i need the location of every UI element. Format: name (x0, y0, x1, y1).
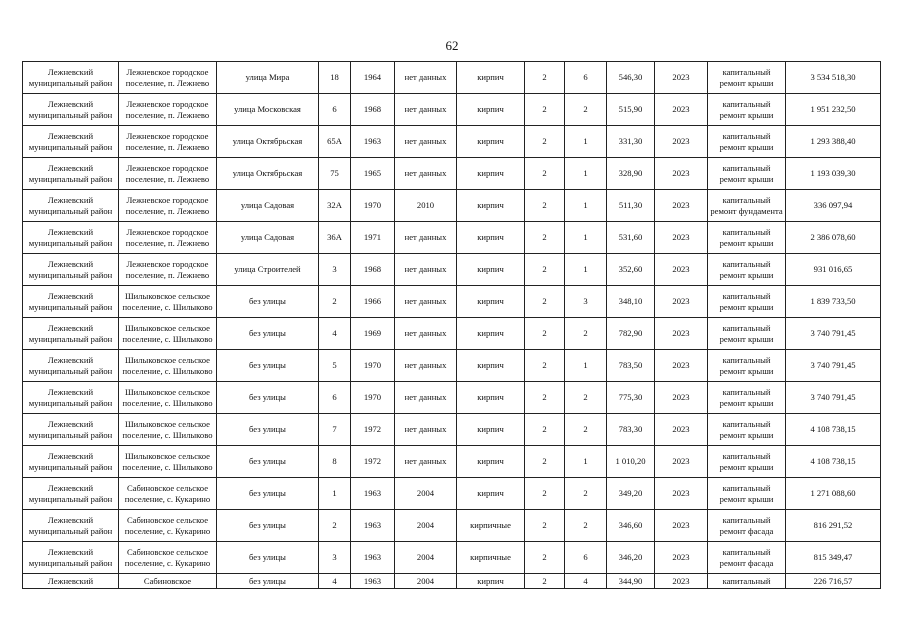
cost-cell: 1 951 232,50 (786, 94, 881, 126)
entrances-cell: 1 (565, 254, 607, 286)
wall-material-cell: кирпич (457, 382, 525, 414)
district-cell: Лежневский муниципальный район (23, 62, 119, 94)
plan-year-cell: 2023 (655, 510, 708, 542)
district-cell: Лежневский муниципальный район (23, 126, 119, 158)
house-number-cell: 2 (319, 510, 351, 542)
floors-cell: 2 (525, 382, 565, 414)
settlement-cell: Шилыковское сельское поселение, с. Шилыково (119, 382, 217, 414)
wall-material-cell: кирпич (457, 126, 525, 158)
district-cell: Лежневский муниципальный район (23, 318, 119, 350)
area-cell: 344,90 (607, 574, 655, 589)
work-type-cell: капитальный ремонт крыши (708, 62, 786, 94)
house-number-cell: 3 (319, 542, 351, 574)
area-cell: 775,30 (607, 382, 655, 414)
entrances-cell: 4 (565, 574, 607, 589)
area-cell: 515,90 (607, 94, 655, 126)
settlement-cell: Лежневское городское поселение, п. Лежнево (119, 222, 217, 254)
street-cell: улица Октябрьская (217, 126, 319, 158)
area-cell: 531,60 (607, 222, 655, 254)
table-row (23, 62, 881, 94)
floors-cell: 2 (525, 446, 565, 478)
year-repair-cell: нет данных (395, 414, 457, 446)
plan-year-cell: 2023 (655, 350, 708, 382)
floors-cell: 2 (525, 190, 565, 222)
work-type-cell: капитальный ремонт крыши (708, 254, 786, 286)
year-repair-cell: нет данных (395, 126, 457, 158)
work-type-cell: капитальный ремонт крыши (708, 222, 786, 254)
plan-year-cell: 2023 (655, 478, 708, 510)
work-type-cell: капитальный ремонт крыши (708, 94, 786, 126)
area-cell: 782,90 (607, 318, 655, 350)
area-cell: 349,20 (607, 478, 655, 510)
cost-cell: 2 386 078,60 (786, 222, 881, 254)
street-cell: без улицы (217, 318, 319, 350)
year-built-cell: 1972 (351, 414, 395, 446)
settlement-cell: Лежневское городское поселение, п. Лежнево (119, 190, 217, 222)
street-cell: без улицы (217, 542, 319, 574)
housing-repair-table (22, 61, 881, 589)
area-cell: 348,10 (607, 286, 655, 318)
entrances-cell: 1 (565, 126, 607, 158)
work-type-cell: капитальный ремонт крыши (708, 478, 786, 510)
settlement-cell: Шилыковское сельское поселение, с. Шилыково (119, 446, 217, 478)
district-cell: Лежневский муниципальный район (23, 446, 119, 478)
district-cell: Лежневский муниципальный район (23, 94, 119, 126)
wall-material-cell: кирпич (457, 254, 525, 286)
year-built-cell: 1971 (351, 222, 395, 254)
cost-cell: 1 839 733,50 (786, 286, 881, 318)
entrances-cell: 2 (565, 382, 607, 414)
cost-cell: 4 108 738,15 (786, 446, 881, 478)
wall-material-cell: кирпичные (457, 510, 525, 542)
wall-material-cell: кирпич (457, 318, 525, 350)
plan-year-cell: 2023 (655, 574, 708, 589)
plan-year-cell: 2023 (655, 414, 708, 446)
year-repair-cell: нет данных (395, 350, 457, 382)
settlement-cell: Шилыковское сельское поселение, с. Шилыково (119, 318, 217, 350)
year-built-cell: 1963 (351, 574, 395, 589)
work-type-cell: капитальный ремонт крыши (708, 382, 786, 414)
street-cell: улица Мира (217, 62, 319, 94)
settlement-cell: Сабиновское сельское поселение, с. Кукарино (119, 542, 217, 574)
district-cell: Лежневский муниципальный район (23, 190, 119, 222)
table-row (23, 158, 881, 190)
wall-material-cell: кирпичные (457, 542, 525, 574)
cost-cell: 1 293 388,40 (786, 126, 881, 158)
wall-material-cell: кирпич (457, 446, 525, 478)
year-built-cell: 1968 (351, 254, 395, 286)
floors-cell: 2 (525, 510, 565, 542)
house-number-cell: 4 (319, 318, 351, 350)
floors-cell: 2 (525, 542, 565, 574)
table-row (23, 542, 881, 574)
house-number-cell: 75 (319, 158, 351, 190)
wall-material-cell: кирпич (457, 286, 525, 318)
table-row (23, 350, 881, 382)
floors-cell: 2 (525, 574, 565, 589)
year-built-cell: 1963 (351, 478, 395, 510)
district-cell: Лежневский муниципальный район (23, 286, 119, 318)
house-number-cell: 5 (319, 350, 351, 382)
year-built-cell: 1969 (351, 318, 395, 350)
cost-cell: 3 740 791,45 (786, 350, 881, 382)
street-cell: без улицы (217, 574, 319, 589)
entrances-cell: 6 (565, 542, 607, 574)
year-repair-cell: нет данных (395, 158, 457, 190)
year-repair-cell: 2010 (395, 190, 457, 222)
cost-cell: 3 534 518,30 (786, 62, 881, 94)
work-type-cell: капитальный ремонт фасада (708, 510, 786, 542)
area-cell: 783,30 (607, 414, 655, 446)
plan-year-cell: 2023 (655, 446, 708, 478)
house-number-cell: 6 (319, 94, 351, 126)
cost-cell: 336 097,94 (786, 190, 881, 222)
house-number-cell: 18 (319, 62, 351, 94)
entrances-cell: 1 (565, 446, 607, 478)
floors-cell: 2 (525, 126, 565, 158)
house-number-cell: 6 (319, 382, 351, 414)
entrances-cell: 1 (565, 190, 607, 222)
district-cell: Лежневский муниципальный район (23, 158, 119, 190)
district-cell: Лежневский (23, 574, 119, 589)
entrances-cell: 3 (565, 286, 607, 318)
entrances-cell: 1 (565, 222, 607, 254)
floors-cell: 2 (525, 350, 565, 382)
cost-cell: 3 740 791,45 (786, 382, 881, 414)
street-cell: без улицы (217, 478, 319, 510)
table-row (23, 478, 881, 510)
year-built-cell: 1966 (351, 286, 395, 318)
floors-cell: 2 (525, 222, 565, 254)
house-number-cell: 2 (319, 286, 351, 318)
year-built-cell: 1970 (351, 190, 395, 222)
street-cell: без улицы (217, 510, 319, 542)
cost-cell: 3 740 791,45 (786, 318, 881, 350)
year-repair-cell: нет данных (395, 286, 457, 318)
work-type-cell: капитальный ремонт крыши (708, 126, 786, 158)
settlement-cell: Шилыковское сельское поселение, с. Шилыково (119, 286, 217, 318)
entrances-cell: 1 (565, 350, 607, 382)
street-cell: улица Московская (217, 94, 319, 126)
entrances-cell: 2 (565, 478, 607, 510)
wall-material-cell: кирпич (457, 478, 525, 510)
year-built-cell: 1963 (351, 542, 395, 574)
settlement-cell: Лежневское городское поселение, п. Лежнево (119, 94, 217, 126)
year-repair-cell: нет данных (395, 318, 457, 350)
page-number: 62 (445, 38, 459, 53)
year-repair-cell: нет данных (395, 62, 457, 94)
year-repair-cell: нет данных (395, 222, 457, 254)
work-type-cell: капитальный ремонт крыши (708, 446, 786, 478)
wall-material-cell: кирпич (457, 94, 525, 126)
work-type-cell: капитальный ремонт крыши (708, 158, 786, 190)
plan-year-cell: 2023 (655, 286, 708, 318)
area-cell: 331,30 (607, 126, 655, 158)
area-cell: 546,30 (607, 62, 655, 94)
area-cell: 352,60 (607, 254, 655, 286)
district-cell: Лежневский муниципальный район (23, 350, 119, 382)
entrances-cell: 6 (565, 62, 607, 94)
settlement-cell: Лежневское городское поселение, п. Лежнево (119, 62, 217, 94)
floors-cell: 2 (525, 286, 565, 318)
house-number-cell: 4 (319, 574, 351, 589)
street-cell: улица Строителей (217, 254, 319, 286)
year-built-cell: 1964 (351, 62, 395, 94)
district-cell: Лежневский муниципальный район (23, 222, 119, 254)
wall-material-cell: кирпич (457, 222, 525, 254)
settlement-cell: Лежневское городское поселение, п. Лежнево (119, 158, 217, 190)
wall-material-cell: кирпич (457, 414, 525, 446)
floors-cell: 2 (525, 318, 565, 350)
plan-year-cell: 2023 (655, 62, 708, 94)
table-row (23, 126, 881, 158)
cost-cell: 815 349,47 (786, 542, 881, 574)
plan-year-cell: 2023 (655, 254, 708, 286)
work-type-cell: капитальный ремонт крыши (708, 414, 786, 446)
plan-year-cell: 2023 (655, 190, 708, 222)
house-number-cell: 36А (319, 222, 351, 254)
year-built-cell: 1963 (351, 510, 395, 542)
house-number-cell: 8 (319, 446, 351, 478)
work-type-cell: капитальный ремонт крыши (708, 350, 786, 382)
area-cell: 346,60 (607, 510, 655, 542)
floors-cell: 2 (525, 62, 565, 94)
year-repair-cell: нет данных (395, 382, 457, 414)
year-built-cell: 1965 (351, 158, 395, 190)
district-cell: Лежневский муниципальный район (23, 414, 119, 446)
year-built-cell: 1970 (351, 350, 395, 382)
floors-cell: 2 (525, 94, 565, 126)
work-type-cell: капитальный ремонт фасада (708, 542, 786, 574)
year-repair-cell: 2004 (395, 510, 457, 542)
floors-cell: 2 (525, 414, 565, 446)
floors-cell: 2 (525, 158, 565, 190)
work-type-cell: капитальный ремонт фундамента (708, 190, 786, 222)
settlement-cell: Лежневское городское поселение, п. Лежнево (119, 126, 217, 158)
wall-material-cell: кирпич (457, 190, 525, 222)
year-repair-cell: нет данных (395, 94, 457, 126)
area-cell: 346,20 (607, 542, 655, 574)
cost-cell: 1 271 088,60 (786, 478, 881, 510)
table-row (23, 318, 881, 350)
street-cell: без улицы (217, 286, 319, 318)
work-type-cell: капитальный ремонт крыши (708, 286, 786, 318)
street-cell: улица Садовая (217, 190, 319, 222)
table-row (23, 446, 881, 478)
year-built-cell: 1963 (351, 126, 395, 158)
year-built-cell: 1968 (351, 94, 395, 126)
table-row (23, 190, 881, 222)
table-row (23, 414, 881, 446)
cost-cell: 226 716,57 (786, 574, 881, 589)
table-row (23, 510, 881, 542)
year-repair-cell: нет данных (395, 446, 457, 478)
entrances-cell: 2 (565, 318, 607, 350)
settlement-cell: Сабиновское (119, 574, 217, 589)
year-repair-cell: нет данных (395, 254, 457, 286)
settlement-cell: Сабиновское сельское поселение, с. Кукарино (119, 478, 217, 510)
entrances-cell: 2 (565, 510, 607, 542)
year-built-cell: 1970 (351, 382, 395, 414)
street-cell: без улицы (217, 350, 319, 382)
year-repair-cell: 2004 (395, 574, 457, 589)
street-cell: улица Садовая (217, 222, 319, 254)
area-cell: 783,50 (607, 350, 655, 382)
district-cell: Лежневский муниципальный район (23, 382, 119, 414)
cost-cell: 931 016,65 (786, 254, 881, 286)
entrances-cell: 2 (565, 414, 607, 446)
table-row (23, 286, 881, 318)
plan-year-cell: 2023 (655, 222, 708, 254)
street-cell: без улицы (217, 446, 319, 478)
area-cell: 511,30 (607, 190, 655, 222)
table-row (23, 254, 881, 286)
area-cell: 328,90 (607, 158, 655, 190)
settlement-cell: Лежневское городское поселение, п. Лежнево (119, 254, 217, 286)
plan-year-cell: 2023 (655, 382, 708, 414)
floors-cell: 2 (525, 254, 565, 286)
cost-cell: 1 193 039,30 (786, 158, 881, 190)
street-cell: без улицы (217, 382, 319, 414)
work-type-cell: капитальный (708, 574, 786, 589)
plan-year-cell: 2023 (655, 94, 708, 126)
entrances-cell: 1 (565, 158, 607, 190)
year-repair-cell: 2004 (395, 542, 457, 574)
house-number-cell: 7 (319, 414, 351, 446)
floors-cell: 2 (525, 478, 565, 510)
plan-year-cell: 2023 (655, 318, 708, 350)
wall-material-cell: кирпич (457, 62, 525, 94)
entrances-cell: 2 (565, 94, 607, 126)
house-number-cell: 3 (319, 254, 351, 286)
wall-material-cell: кирпич (457, 158, 525, 190)
house-number-cell: 65А (319, 126, 351, 158)
wall-material-cell: кирпич (457, 350, 525, 382)
table-row (23, 94, 881, 126)
table-body (23, 62, 881, 589)
settlement-cell: Шилыковское сельское поселение, с. Шилыково (119, 350, 217, 382)
year-repair-cell: 2004 (395, 478, 457, 510)
house-number-cell: 32А (319, 190, 351, 222)
table-row (23, 574, 881, 589)
street-cell: без улицы (217, 414, 319, 446)
table-row (23, 382, 881, 414)
cost-cell: 816 291,52 (786, 510, 881, 542)
settlement-cell: Сабиновское сельское поселение, с. Кукарино (119, 510, 217, 542)
wall-material-cell: кирпич (457, 574, 525, 589)
house-number-cell: 1 (319, 478, 351, 510)
district-cell: Лежневский муниципальный район (23, 478, 119, 510)
plan-year-cell: 2023 (655, 542, 708, 574)
year-built-cell: 1972 (351, 446, 395, 478)
work-type-cell: капитальный ремонт крыши (708, 318, 786, 350)
district-cell: Лежневский муниципальный район (23, 510, 119, 542)
settlement-cell: Шилыковское сельское поселение, с. Шилыково (119, 414, 217, 446)
street-cell: улица Октябрьская (217, 158, 319, 190)
area-cell: 1 010,20 (607, 446, 655, 478)
district-cell: Лежневский муниципальный район (23, 254, 119, 286)
table-row (23, 222, 881, 254)
plan-year-cell: 2023 (655, 126, 708, 158)
district-cell: Лежневский муниципальный район (23, 542, 119, 574)
cost-cell: 4 108 738,15 (786, 414, 881, 446)
plan-year-cell: 2023 (655, 158, 708, 190)
